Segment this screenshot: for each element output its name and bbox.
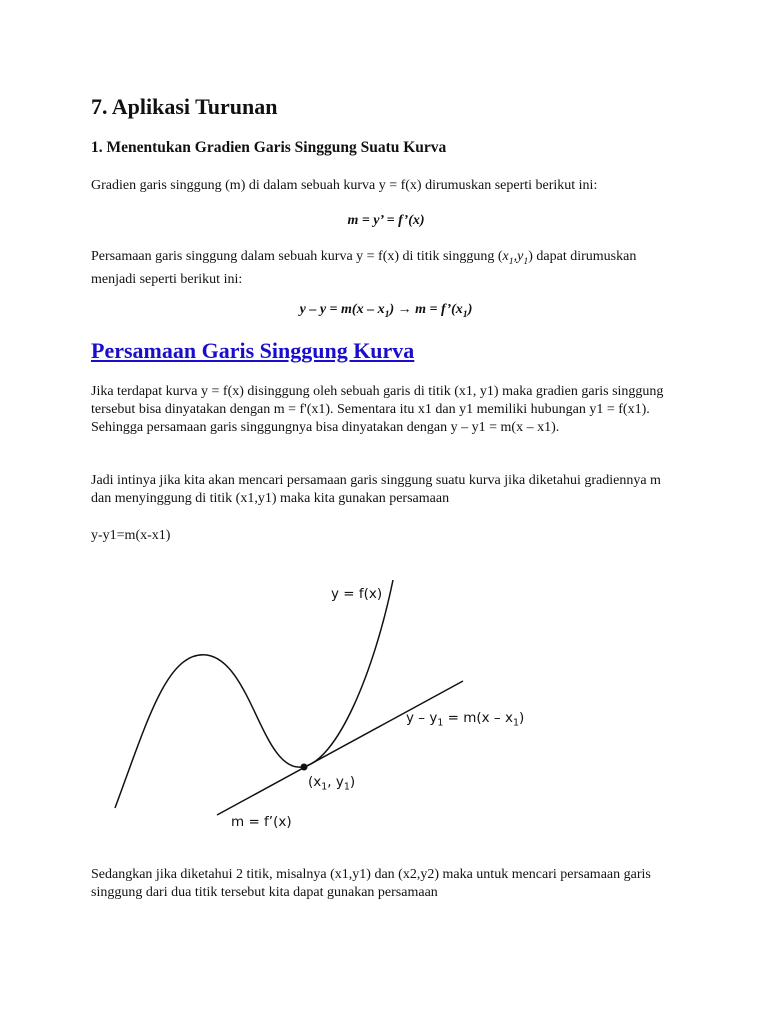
formula-tangent-line: $y - y = m(x - x_1) \to m$ = $f’(x_1)$	[299, 302, 473, 320]
slope-label: m = f’(x)	[231, 814, 292, 830]
link-persamaan-garis-singgung[interactable]: Persamaan Garis Singgung Kurva	[91, 338, 415, 363]
page-title: 7. Aplikasi Turunan	[91, 94, 278, 119]
point-label: ($x_1$, $y_1$)	[308, 774, 356, 793]
paragraph-tangent-equation: Persamaan garis singgung dalam sebuah kurva y = f(x) di titik singgung $(x_1,y_1)$ dapat dirumuskan menjadi seperti berikut ini:	[91, 249, 637, 287]
paragraph-summary: Jadi intinya jika kita akan mencari persamaan garis singgung suatu kurva jika diketahui gradiennya m dan menyinggung di titik (x1,y1) maka kita gunakan persamaan	[91, 473, 661, 506]
tangent-equation-label: $y - y_1 = m(x - x_1)$	[406, 710, 525, 729]
section-heading: 1. Menentukan Gradien Garis Singgung Suatu Kurva	[91, 139, 447, 156]
tangent-line-diagram	[112, 572, 532, 842]
paragraph-two-points: Sedangkan jika diketahui 2 titik, misalnya (x1,y1) dan (x2,y2) maka untuk mencari persamaan garis singgung dari dua titik tersebut kita dapat gunakan persamaan	[91, 867, 651, 900]
tangent-line	[217, 681, 463, 815]
tangent-line-figure	[112, 572, 532, 842]
paragraph-gradient-intro: Gradien garis singgung (m) di dalam sebuah kurva y = f(x) dirumuskan seperti berikut ini:	[91, 178, 598, 193]
formula-point-slope: y-y1=m(x-x1)	[91, 528, 171, 543]
curve-label: y = f(x)	[331, 586, 383, 602]
formula-gradient: m = y’ = f’(x)	[347, 213, 425, 228]
paragraph-tangent-definition: Jika terdapat kurva y = f(x) disinggung oleh sebuah garis di titik (x1, y1) maka gradien garis singgung tersebut bisa dinyatakan dengan m = f'(x1). Sementara itu x1 dan y1 memiliki hubungan y1 = f(x1). Sehingga persamaan garis singgungnya bisa dinyatakan dengan y – y1 = m(x – x1).	[91, 384, 664, 435]
tangent-point	[301, 764, 308, 771]
